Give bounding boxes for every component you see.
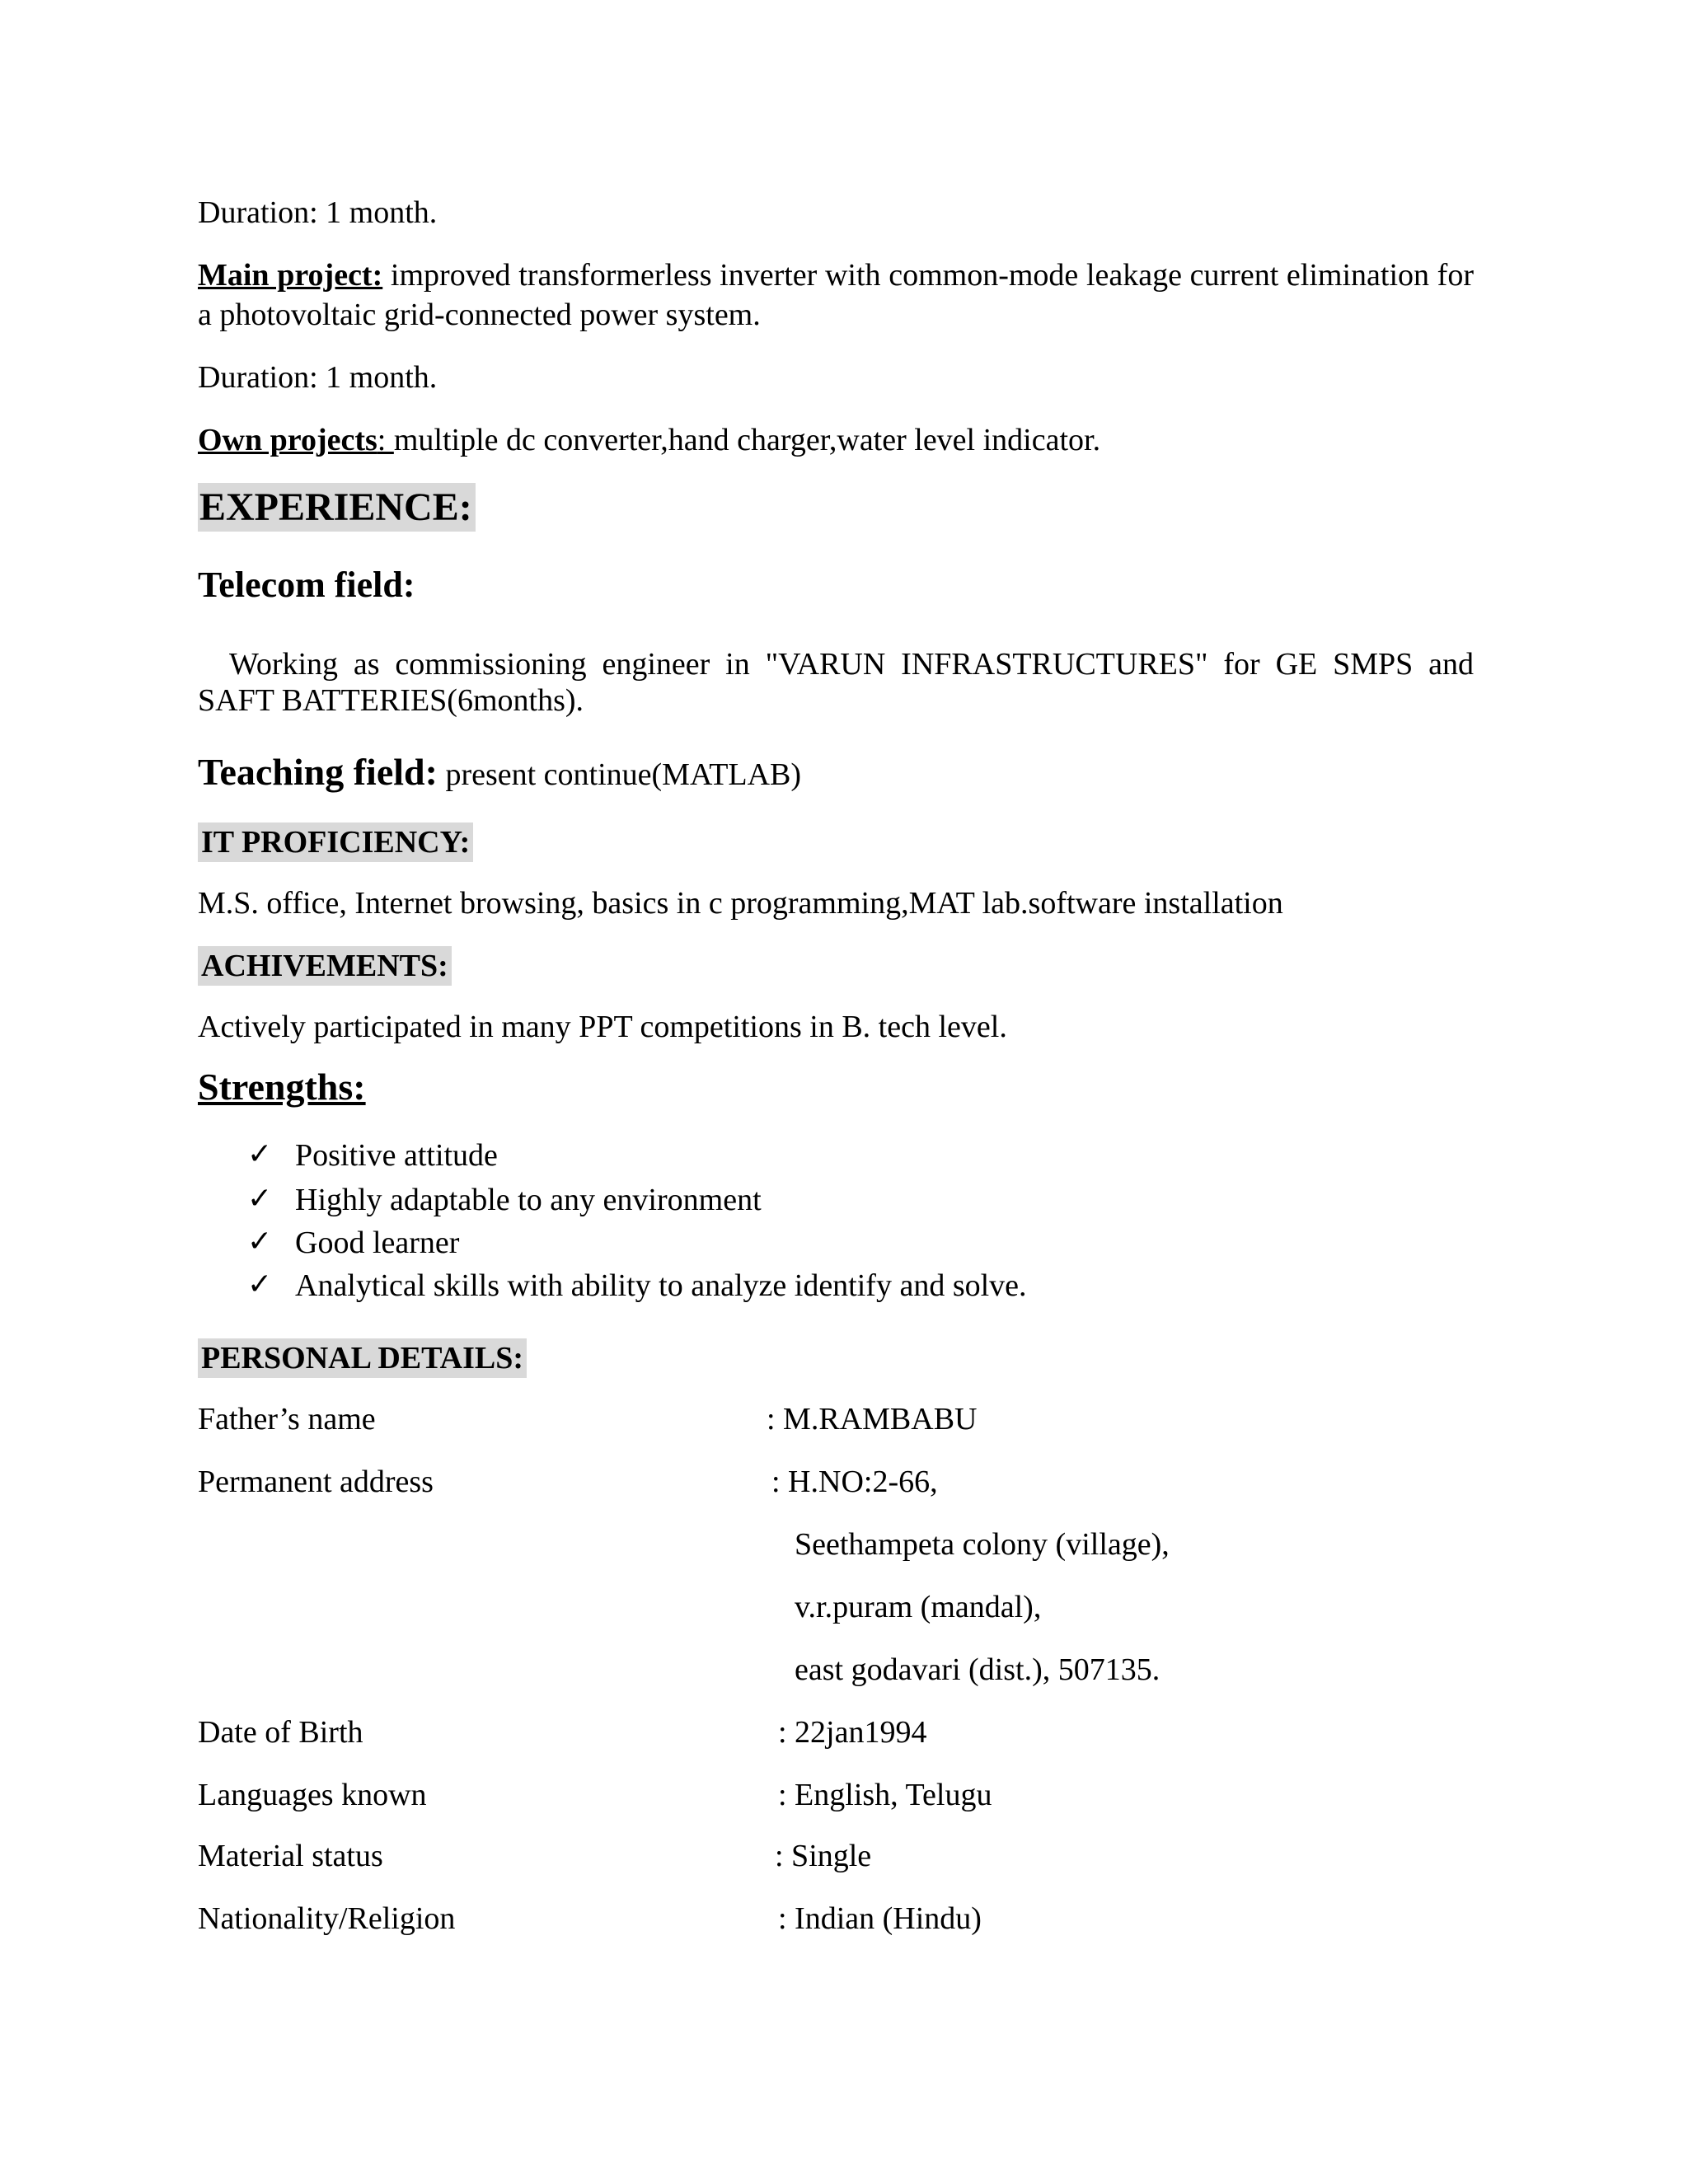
it-proficiency-heading: IT PROFICIENCY: [198,823,473,862]
permanent-address-label: Permanent address [198,1465,434,1499]
checkmark-icon: ✓ [247,1182,273,1216]
address-line-3: v.r.puram (mandal), [795,1590,1042,1624]
marital-status-value: : Single [775,1839,872,1873]
fathers-name-value: : M.RAMBABU [767,1402,978,1436]
main-project-text: improved transformerless inverter with common-mode leakage current elimination for a photovoltaic grid-connected power system. [198,258,1474,332]
teaching-field-line [198,750,801,794]
duration-2: Duration: 1 month. [198,360,438,395]
own-projects-line [198,422,1100,458]
telecom-field-heading: Telecom field: [198,565,415,605]
main-project-label: Main project: [198,258,383,293]
strengths-heading: Strengths: [198,1066,366,1108]
teaching-field-heading: Teaching field: [198,751,438,793]
achievements-heading: ACHIVEMENTS: [198,946,452,986]
fathers-name-label: Father’s name [198,1402,376,1436]
duration-1: Duration: 1 month. [198,195,438,230]
strength-text: Good learner [295,1226,460,1260]
checkmark-icon: ✓ [247,1137,273,1171]
achievements-text: Actively participated in many PPT competitions in B. tech level. [198,1010,1007,1044]
strength-text: Positive attitude [295,1138,498,1173]
own-projects-text: multiple dc converter,hand charger,water level indicator. [393,423,1101,457]
languages-known-label: Languages known [198,1778,427,1812]
address-line-4: east godavari (dist.), 507135. [795,1652,1160,1687]
date-of-birth-value: : 22jan1994 [778,1715,927,1750]
nationality-religion-value: : Indian (Hindu) [778,1901,982,1936]
it-proficiency-text: M.S. office, Internet browsing, basics in c programming,MAT lab.software installation [198,886,1283,921]
teaching-field-text: present continue(MATLAB) [437,757,802,792]
checkmark-icon: ✓ [247,1225,273,1258]
strength-text: Highly adaptable to any environment [295,1183,762,1217]
languages-known-value: : English, Telugu [778,1778,992,1812]
personal-details-heading: PERSONAL DETAILS: [198,1338,527,1378]
experience-heading: EXPERIENCE: [198,483,476,532]
own-projects-label: Own projects [198,423,377,457]
checkmark-icon: ✓ [247,1268,273,1301]
own-projects-colon: : [377,423,394,457]
main-project-paragraph [198,255,1474,335]
nationality-religion-label: Nationality/Religion [198,1901,456,1936]
strength-text: Analytical skills with ability to analyze identify and solve. [295,1268,1027,1303]
address-line-1: : H.NO:2-66, [771,1465,938,1499]
address-line-2: Seethampeta colony (village), [795,1527,1170,1562]
marital-status-label: Material status [198,1839,383,1873]
date-of-birth-label: Date of Birth [198,1715,363,1750]
telecom-field-text: Working as commissioning engineer in "VARUN INFRASTRUCTURES" for GE SMPS and SAFT BATTERIES(6months). [198,647,1474,718]
